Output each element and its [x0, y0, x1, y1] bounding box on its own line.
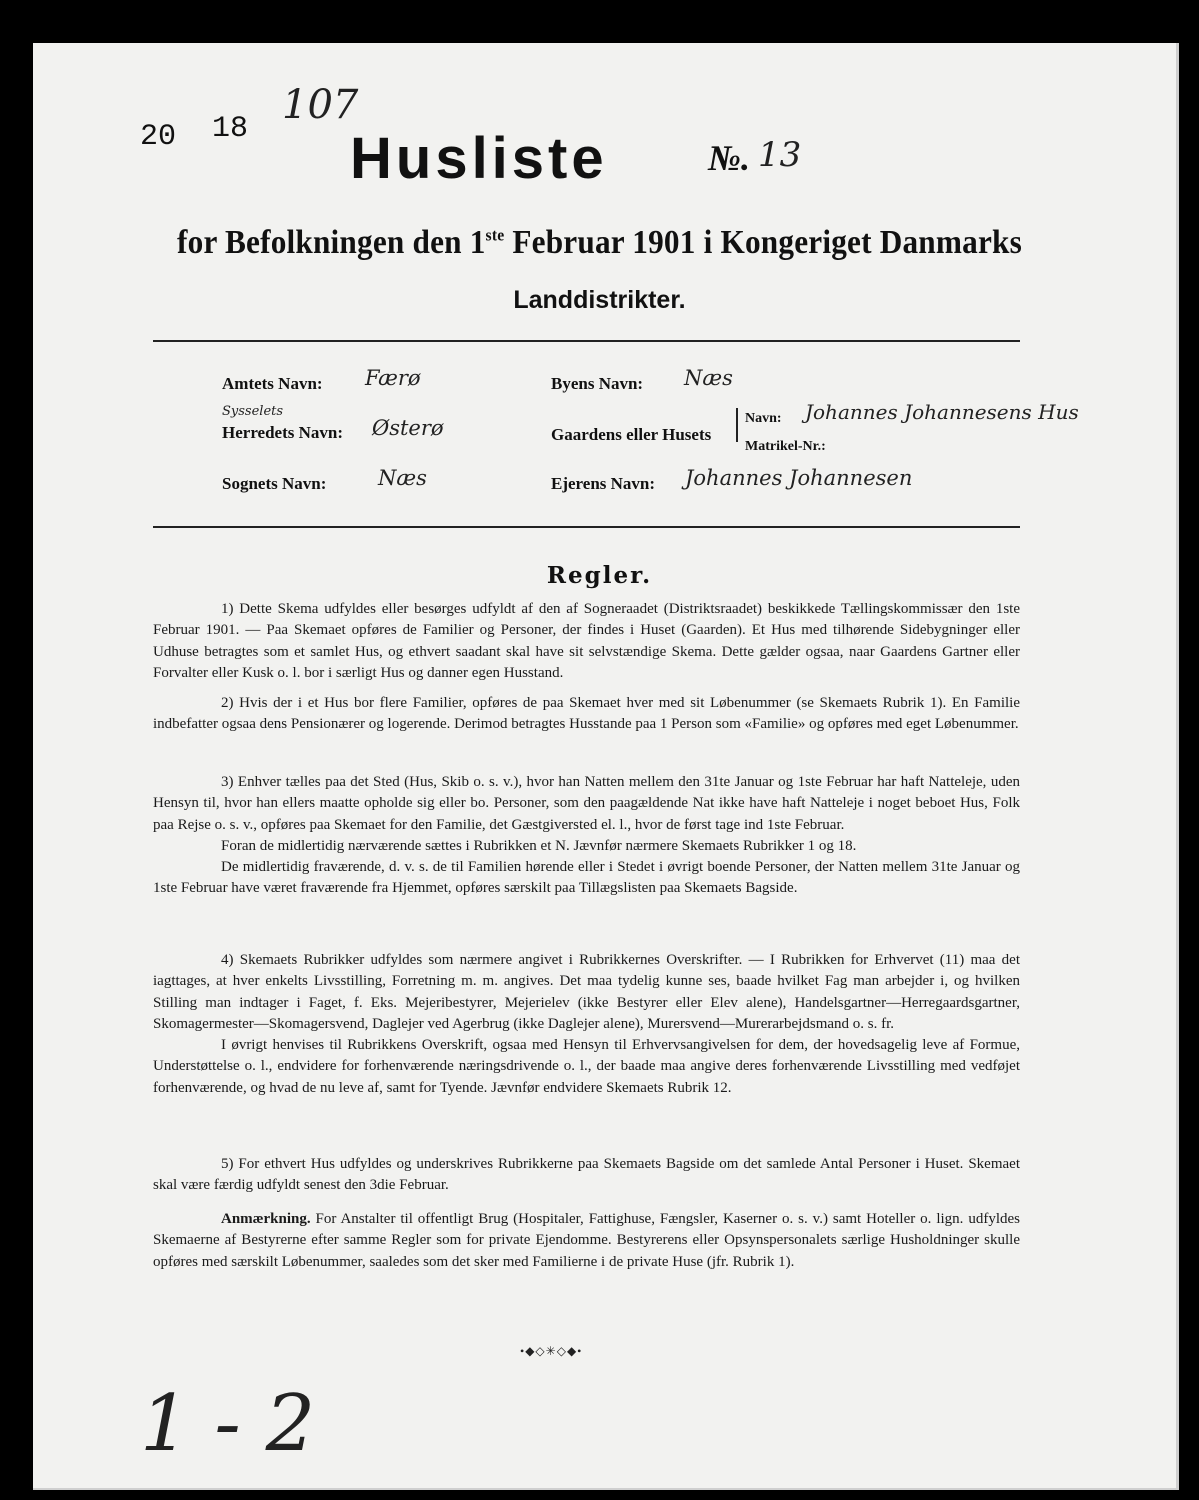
herred-value: Østerø	[372, 416, 444, 440]
rules-heading: Regler.	[546, 562, 653, 589]
by-value: Næs	[684, 366, 733, 390]
herred-prefix-hand: Sysselets	[222, 404, 284, 419]
remark	[153, 1209, 1020, 1273]
rule-1: 1) Dette Skema udfyldes eller besørges udfyldt af den af Sogneraadet (Distriktsraadet) beskikkede Tællingskommissær den 1ste Februar 1901. — Paa Skemaet opføres de Familier og Personer, der findes i Huset (Gaarden). Et Hus med tilhørende Sidebygninger eller Udhuse betragtes som et samlet Hus, og ethvert saadant skal have sit selvstændige Skema. Dette gælder ogsaa, naar Gaardens Gartner eller Forvalter eller Kusk o. l. bor i særligt Hus og danner egen Husstand.	[153, 601, 1020, 681]
remark-text: For Anstalter til offentligt Brug (Hospitaler, Fattighuse, Fængsler, Kaserner o. s. v.) samt Hoteller o. lign. udfyldes Skemaerne af Bestyrerne efter samme Regler som for private Ejendomme. Bestyrerens eller Opsynspersonalets særlige Husholdninger skulle opføres med særskilt Løbenummer, saaledes som det sker med Familierne i de private Huse (jfr. Rubrik 1).	[153, 1211, 1020, 1270]
handwritten-stamp: 107	[282, 82, 359, 128]
amt-label: Amtets Navn:	[222, 374, 323, 393]
amt-value: Færø	[365, 366, 421, 390]
matrikel-label: Matrikel-Nr.:	[745, 439, 826, 454]
top-divider	[153, 340, 1020, 342]
ejer-value: Johannes Johannesen	[685, 466, 913, 490]
bottom-divider	[153, 526, 1020, 528]
rule-2: 2) Hvis der i et Hus bor flere Familier, opføres de paa Skemaet hver med sit Løbenummer (se Skemaets Rubrik 1). En Familie indbefatter ogsaa dens Pensionærer og logerende. Derimod betragtes Husstande paa 1 Person som «Familie» og opføres med eget Løbenummer.	[153, 695, 1020, 733]
district-heading: Landdistrikter.	[513, 286, 686, 314]
ejer-label: Ejerens Navn:	[551, 474, 656, 493]
stamp-number-left: 20	[140, 120, 177, 154]
handwritten-page-number: 1 - 2	[140, 1379, 316, 1469]
remark-label: Anmærkning.	[221, 1211, 311, 1227]
form-subtitle: for Befolkningen den 1ste Februar 1901 i Kongeriget Danmarks	[177, 224, 1022, 261]
herred-label: Herredets Navn:	[222, 423, 344, 442]
by-label: Byens Navn:	[551, 374, 644, 393]
sogn-label: Sognets Navn:	[222, 474, 327, 493]
ornament-divider: •◆◇✳◇◆•	[520, 1344, 583, 1358]
stamp-number-mid: 18	[212, 112, 249, 146]
rule-4: 4) Skemaets Rubrikker udfyldes som nærmere angivet i Rubrikkernes Overskrifter. — I Rubrikken for Erhvervet (11) maa det iagttages, at hver enkelts Livsstilling, Forretning m. m. angives. Det maa tydelig kunne ses, baade hvilket Fag man arbejder i, og hvilken Stilling man indtager i Faget, f. Eks. Mejeribestyrer, Mejerielev (ikke Bestyrer eller Elev alene), Handelsgartner—Herregaardsgartner, Skomagermester—Skomagersvend, Daglejer ved Agerbrug (ikke Daglejer alene), Murersvend—Murerarbejdsmand o. s. fr. I øvrigt henvises til Rubrikkens Overskrift, ogsaa med Hensyn til Erhvervsangivelsen for dem, der hovedsagelig leve af Formue, Understøttelse o. l., endvidere for forhenværende næringsdrivende o. l., der baade maa angive deres forhenværende Livsstilling med vedføjet forhenværende, og hvad de nu leve af, samt for Tyende. Jævnfør endvidere Skemaets Rubrik 12.	[153, 952, 1020, 1096]
navn-label: Navn:	[745, 411, 782, 426]
rule-3: 3) Enhver tælles paa det Sted (Hus, Skib o. s. v.), hvor han Natten mellem den 31te Januar og 1ste Februar har haft Natteleje, uden Hensyn til, hvor han ellers maatte opholde sig eller bo. Personer, som den paagældende Nat ikke have haft Natteleje i noget beboet Hus, Folk paa Rejse o. s. v., opføres paa Skemaet for den Familie, det Gæstgiversted el. l., hvor de først tage ind 1ste Februar. Foran de midlertidig nærværende sættes i Rubrikken et N. Jævnfør nærmere Skemaets Rubrikker 1 og 18. De midlertidig fraværende, d. v. s. de til Familien hørende eller i Stedet i øvrigt boende Personer, der Natten mellem 31te Januar og 1ste Februar have været fraværende fra Hjemmet, opføres særskilt paa Tillægslisten paa Skemaets Bagside.	[153, 774, 1020, 897]
number-label: №.	[708, 138, 750, 178]
navn-value: Johannes Johannesens Hus	[805, 400, 1079, 424]
gaard-label: Gaardens eller Husets	[551, 425, 712, 444]
form-title: Husliste	[350, 126, 608, 191]
number-value: 13	[758, 135, 802, 175]
rule-5: 5) For ethvert Hus udfyldes og underskrives Rubrikkerne paa Skemaets Bagside om det samlede Antal Personer i Huset. Skemaet skal være færdig udfyldt senest den 3die Februar.	[153, 1156, 1020, 1194]
field-bracket	[736, 408, 738, 442]
sogn-value: Næs	[378, 466, 427, 490]
